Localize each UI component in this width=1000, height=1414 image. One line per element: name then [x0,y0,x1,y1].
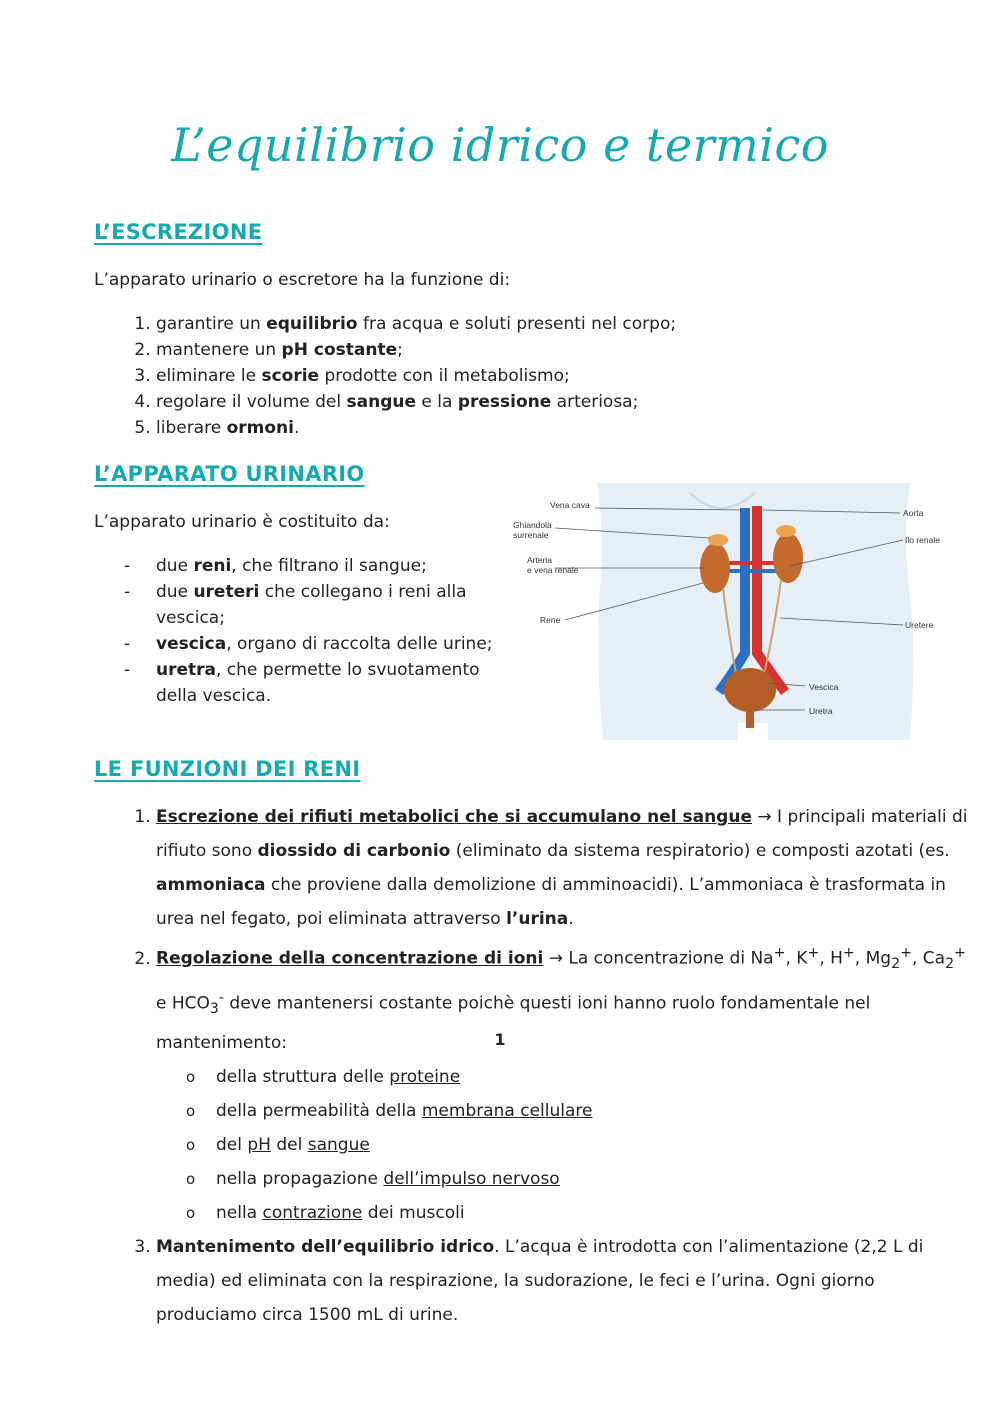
label-arteria: Arteria e vena renale [527,555,579,575]
list-item: 3. eliminare le scorie prodotte con il metabolismo; [156,363,676,389]
list-item: - due reni, che filtrano il sangue; [94,553,494,579]
list-item: - due ureteri che collegano i reni alla vescica; [94,579,494,631]
heading-funzioni-reni: LE FUNZIONI DEI RENI [94,757,361,781]
escrezione-list [94,311,676,441]
list-item: o della permeabilità della membrana cellulare [156,1094,976,1128]
label-aorta: Aorta [903,508,924,518]
apparato-list [94,553,494,709]
list-item: o della struttura delle proteine [156,1060,976,1094]
list-item: 3. Mantenimento dell’equilibrio idrico. L’acqua è introdotta con l’alimentazione (2,2 L di media) ed eliminata con la respirazione, la sudorazione, le feci e l’urina. Ogni giorno produciamo circa 1500 mL di urine. [156,1230,976,1332]
list-item: - vescica, organo di raccolta delle urine; [94,631,494,657]
escrezione-intro: L’apparato urinario o escretore ha la funzione di: [94,270,511,290]
label-ilo-renale: Ilo renale [905,535,940,545]
list-item: o nella propagazione dell’impulso nervoso [156,1162,976,1196]
label-vena-cava: Vena cava [550,500,590,510]
label-rene: Rene [540,615,561,625]
label-uretere: Uretere [905,620,934,630]
page-title: L’equilibrio idrico e termico [171,118,829,172]
urinary-system-figure [505,478,950,743]
ioni-sublist [156,1060,976,1230]
list-item: 2. Regolazione della concentrazione di ioni → La concentrazione di Na+, K+, H+, $Mg_2^+$, $Ca_2^+$ e $HCO_3^-$ deve mantenersi costante poichè questi ioni hanno ruolo fondamentale nel mantenimento: o della struttura delle proteine o della permeabilità della membrana cellulare o del pH del sangue o nella propagazione dell’impulso nervoso o nella contrazione dei muscoli [156,936,976,1230]
label-uretra: Uretra [809,706,833,716]
heading-apparato-urinario: L’APPARATO URINARIO [94,462,365,486]
kidney-right [773,533,803,583]
label-vescica: Vescica [809,682,839,692]
list-item: 5. liberare ormoni. [156,415,676,441]
list-item: 2. mantenere un pH costante; [156,337,676,363]
funzioni-list [94,800,976,1332]
list-item: o nella contrazione dei muscoli [156,1196,976,1230]
list-item: - uretra, che permette lo svuotamento della vescica. [94,657,494,709]
apparato-intro: L’apparato urinario è costituito da: [94,512,390,532]
bladder [724,668,776,712]
list-item: 1. Escrezione dei rifiuti metabolici che si accumulano nel sangue → I principali materiali di rifiuto sono diossido di carbonio (eliminato da sistema respiratorio) e composti azotati (es. ammoniaca che proviene dalla demolizione di amminoacidi). L’ammoniaca è trasformata in urea nel fegato, poi eliminata attraverso l’urina. [156,800,976,936]
heading-escrezione: L’ESCREZIONE [94,220,263,244]
page-number: 1 [494,1030,506,1049]
list-item: 1. garantire un equilibrio fra acqua e soluti presenti nel corpo; [156,311,676,337]
list-item: o del pH del sangue [156,1128,976,1162]
label-ghiandola: Ghiandola surrenale [513,520,552,540]
list-item: 4. regolare il volume del sangue e la pressione arteriosa; [156,389,676,415]
